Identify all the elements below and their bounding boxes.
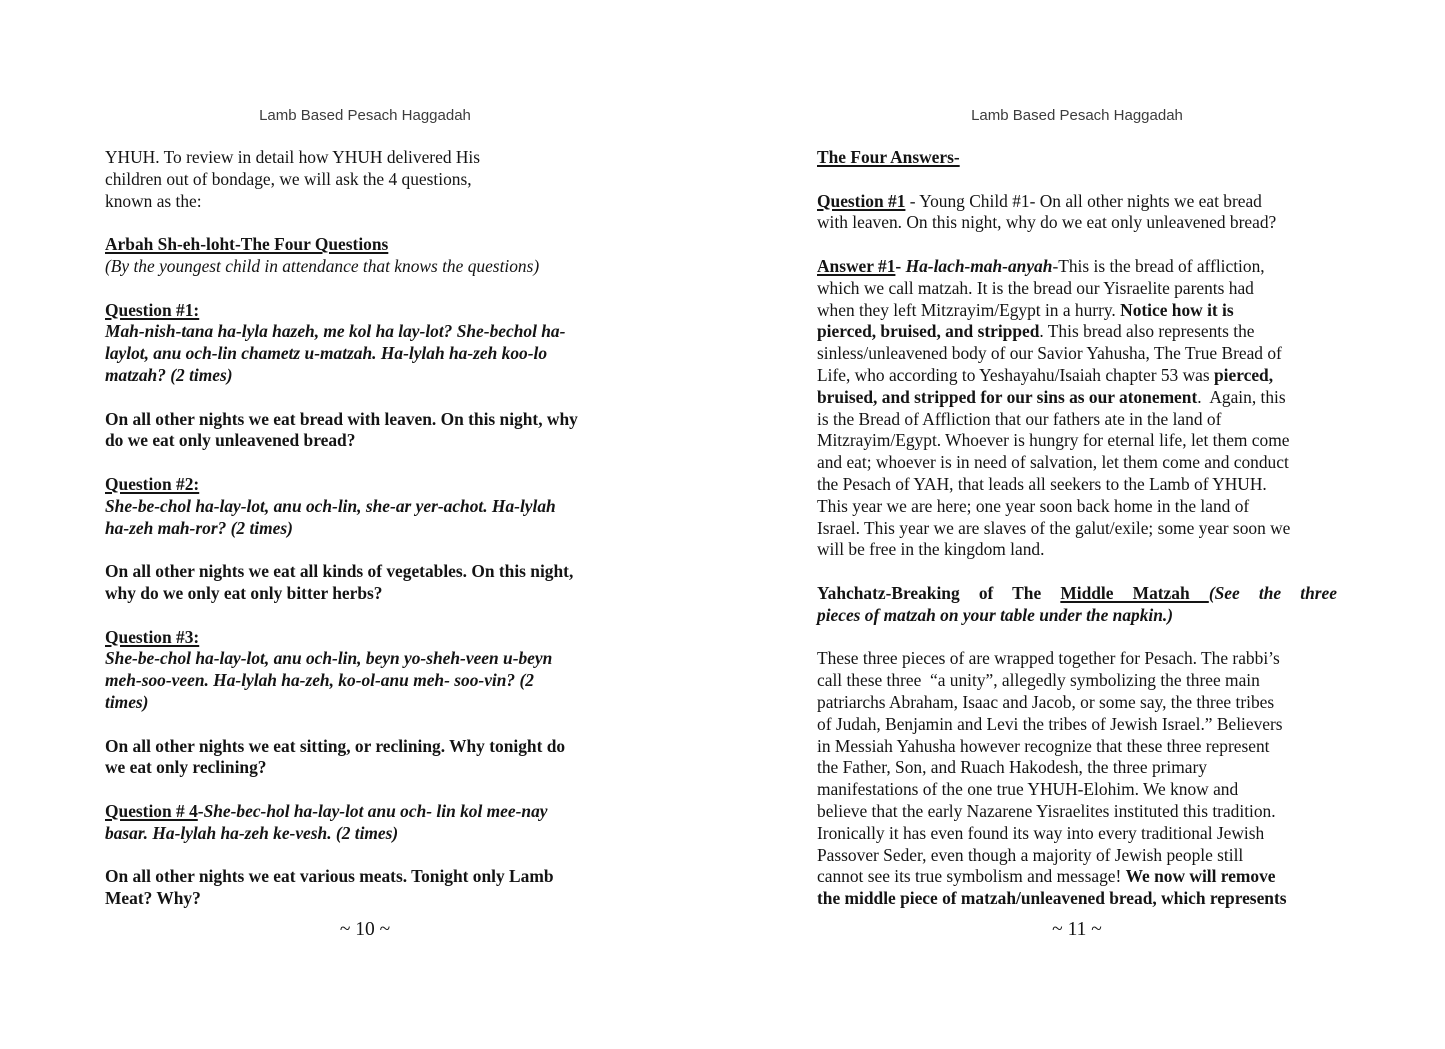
text-run: Middle Matzah bbox=[1060, 582, 1209, 603]
paragraph bbox=[817, 256, 1337, 561]
text-run: is the Bread of Affliction that our fathers ate in the land of bbox=[817, 408, 1222, 429]
text-run: Question # 4 bbox=[105, 800, 198, 821]
text-run: The Four Answers- bbox=[817, 147, 960, 167]
text-run: Arbah Sh-eh-loht-The Four Questions bbox=[105, 234, 389, 255]
paragraph bbox=[105, 234, 625, 278]
text-line bbox=[105, 801, 625, 823]
text-line bbox=[817, 670, 1337, 692]
text-run: times) bbox=[105, 691, 149, 712]
text-run: matzah? (2 times) bbox=[105, 364, 233, 385]
page-11 bbox=[817, 106, 1337, 941]
text-line bbox=[817, 496, 1337, 518]
text-run: Ironically it has even found its way into every traditional Jewish bbox=[817, 822, 1265, 843]
text-line bbox=[105, 518, 625, 540]
text-line bbox=[105, 300, 625, 322]
text-run: and eat; whoever is in need of salvation, let them come and conduct bbox=[817, 452, 1289, 473]
text-line bbox=[817, 714, 1337, 736]
text-run: laylot, anu och-lin chametz u-matzah. Ha-lylah ha-zeh koo-lo bbox=[105, 343, 548, 364]
paragraph bbox=[105, 409, 625, 453]
text-run: patriarchs Abraham, Isaac and Jacob, or some say, the three tribes bbox=[817, 691, 1275, 712]
paragraph bbox=[105, 627, 625, 714]
text-run: Yahchatz-Breaking of The bbox=[817, 582, 1061, 603]
text-run: . This bread also represents the bbox=[1039, 321, 1255, 342]
text-line bbox=[817, 605, 1337, 627]
text-line bbox=[817, 801, 1337, 823]
text-line bbox=[817, 409, 1337, 431]
page-body bbox=[105, 147, 625, 910]
text-run: On all other nights we eat various meats. Tonight only Lamb bbox=[105, 866, 554, 887]
paragraph bbox=[817, 147, 1337, 169]
text-run: This year we are here; one year soon back home in the land of bbox=[817, 495, 1250, 516]
text-run: Israel. This year we are slaves of the galut/exile; some year soon we bbox=[817, 517, 1291, 538]
text-line bbox=[105, 736, 625, 758]
text-line bbox=[105, 561, 625, 583]
paragraph bbox=[817, 648, 1337, 910]
text-run: cannot see its true symbolism and message! bbox=[817, 866, 1126, 887]
text-line bbox=[817, 648, 1337, 670]
text-run: - bbox=[895, 255, 906, 276]
text-line bbox=[105, 648, 625, 670]
text-line bbox=[817, 757, 1337, 779]
text-run: We now will remove bbox=[1125, 866, 1276, 887]
text-run: the Pesach of YAH, that leads all seekers to the Lamb of YHUH. bbox=[817, 473, 1267, 494]
text-line bbox=[817, 474, 1337, 496]
text-run: She-bec-hol ha-lay-lot anu och- lin kol mee-nay bbox=[203, 800, 548, 821]
text-run: pierced, bruised, and stripped bbox=[817, 321, 1040, 342]
text-run: (See the three bbox=[1208, 582, 1337, 603]
text-run: meh-soo-veen. Ha-lylah ha-zeh, ko-ol-anu meh- soo-vin? (2 bbox=[105, 670, 534, 691]
page-number: ~ 10 ~ bbox=[339, 918, 391, 940]
text-line bbox=[817, 387, 1337, 409]
text-run: will be free in the kingdom land. bbox=[817, 539, 1045, 560]
text-run: Question #1 bbox=[817, 190, 906, 211]
text-run: -This is the bread of affliction, bbox=[1052, 255, 1265, 276]
running-header: Lamb Based Pesach Haggadah bbox=[259, 107, 471, 124]
text-run: YHUH. To review in detail how YHUH delivered His bbox=[105, 147, 481, 167]
text-line bbox=[105, 147, 625, 169]
text-run: when they left Mitzrayim/Egypt in a hurry. bbox=[817, 299, 1121, 320]
text-run: Question #2: bbox=[105, 473, 200, 494]
text-line bbox=[105, 409, 625, 431]
text-line bbox=[817, 212, 1337, 234]
text-line bbox=[105, 474, 625, 496]
text-run: Mitzrayim/Egypt. Whoever is hungry for eternal life, let them come bbox=[817, 430, 1290, 451]
text-line bbox=[105, 670, 625, 692]
text-line bbox=[817, 452, 1337, 474]
paragraph bbox=[105, 300, 625, 387]
text-run: children out of bondage, we will ask the 4 questions, bbox=[105, 168, 472, 189]
text-line bbox=[105, 343, 625, 365]
text-line bbox=[817, 583, 1337, 605]
text-run: - Young Child #1- On all other nights we eat bread bbox=[905, 190, 1262, 211]
text-line bbox=[817, 300, 1337, 322]
text-run: These three pieces of are wrapped together for Pesach. The rabbi’s bbox=[817, 648, 1280, 669]
text-run: Notice how it is bbox=[1120, 299, 1234, 320]
text-run: Meat? Why? bbox=[105, 888, 201, 909]
text-run: of Judah, Benjamin and Levi the tribes of Jewish Israel.” Believers bbox=[817, 713, 1283, 734]
text-run: - bbox=[197, 800, 204, 821]
text-run: Question #1: bbox=[105, 299, 200, 320]
text-line bbox=[105, 627, 625, 649]
paragraph bbox=[105, 561, 625, 605]
text-line bbox=[105, 321, 625, 343]
text-line bbox=[817, 191, 1337, 213]
text-run: the middle piece of matzah/unleavened bread, which represents bbox=[817, 888, 1287, 909]
text-line bbox=[105, 823, 625, 845]
text-line bbox=[817, 518, 1337, 540]
text-run: On all other nights we eat all kinds of vegetables. On this night, bbox=[105, 561, 574, 582]
text-line bbox=[817, 321, 1337, 343]
text-run: which we call matzah. It is the bread our Yisraelite parents had bbox=[817, 277, 1254, 298]
text-run: do we eat only unleavened bread? bbox=[105, 430, 356, 451]
text-line bbox=[817, 866, 1337, 888]
text-run: . Again, this bbox=[1197, 386, 1286, 407]
text-run: bruised, and stripped for our sins as our atonement bbox=[817, 386, 1198, 407]
text-run: the Father, Son, and Ruach Hakodesh, the three primary bbox=[817, 757, 1207, 778]
text-run: call these three “a unity”, allegedly symbolizing the three main bbox=[817, 670, 1260, 691]
text-line bbox=[105, 169, 625, 191]
text-line bbox=[817, 845, 1337, 867]
text-run: Mah-nish-tana ha-lyla hazeh, me kol ha lay-lot? She-bechol ha- bbox=[105, 321, 566, 342]
text-line bbox=[105, 365, 625, 387]
text-run: Passover Seder, even though a majority of Jewish people still bbox=[817, 844, 1244, 865]
text-run: with leaven. On this night, why do we eat only unleavened bread? bbox=[817, 212, 1277, 233]
text-line bbox=[105, 692, 625, 714]
text-line bbox=[105, 430, 625, 452]
text-run: sinless/unleavened body of our Savior Yahusha, The True Bread of bbox=[817, 343, 1282, 364]
text-run: pierced, bbox=[1213, 364, 1274, 385]
paragraph bbox=[817, 583, 1337, 627]
text-run: ha-zeh mah-ror? (2 times) bbox=[105, 517, 293, 538]
text-run: basar. Ha-lylah ha-zeh ke-vesh. (2 times) bbox=[105, 822, 399, 843]
running-header: Lamb Based Pesach Haggadah bbox=[971, 107, 1183, 124]
text-line bbox=[105, 234, 625, 256]
text-run: (By the youngest child in attendance that knows the questions) bbox=[105, 255, 540, 276]
text-line bbox=[105, 757, 625, 779]
text-line bbox=[105, 866, 625, 888]
text-run: in Messiah Yahusha however recognize that these three represent bbox=[817, 735, 1270, 756]
page-number: ~ 11 ~ bbox=[1052, 918, 1102, 940]
text-run: believe that the early Nazarene Yisraelites instituted this tradition. bbox=[817, 800, 1276, 821]
text-line bbox=[817, 692, 1337, 714]
text-run: Answer #1 bbox=[817, 255, 896, 276]
text-line bbox=[105, 256, 625, 278]
text-line bbox=[817, 343, 1337, 365]
paragraph bbox=[105, 801, 625, 845]
text-line bbox=[817, 147, 1337, 169]
text-line bbox=[817, 539, 1337, 561]
paragraph bbox=[105, 147, 625, 212]
page-body bbox=[817, 147, 1337, 910]
text-line bbox=[817, 430, 1337, 452]
text-run: manifestations of the one true YHUH-Elohim. We know and bbox=[817, 779, 1239, 800]
text-run: Question #3: bbox=[105, 626, 200, 647]
text-run: On all other nights we eat sitting, or reclining. Why tonight do bbox=[105, 735, 566, 756]
text-line bbox=[817, 779, 1337, 801]
page-10 bbox=[105, 106, 625, 941]
text-run: She-be-chol ha-lay-lot, anu och-lin, beyn yo-sheh-veen u-beyn bbox=[105, 648, 553, 669]
paragraph bbox=[105, 474, 625, 539]
text-run: why do we only eat only bitter herbs? bbox=[105, 582, 383, 603]
text-run: pieces of matzah on your table under the napkin.) bbox=[817, 604, 1174, 625]
text-run: She-be-chol ha-lay-lot, anu och-lin, she-ar yer-achot. Ha-lylah bbox=[105, 495, 556, 516]
text-line bbox=[105, 888, 625, 910]
paragraph bbox=[817, 191, 1337, 235]
text-line bbox=[817, 256, 1337, 278]
text-line bbox=[817, 823, 1337, 845]
text-line bbox=[105, 496, 625, 518]
text-run: Life, who according to Yeshayahu/Isaiah chapter 53 was bbox=[817, 364, 1214, 385]
paragraph bbox=[105, 736, 625, 780]
text-line bbox=[105, 583, 625, 605]
text-line bbox=[817, 888, 1337, 910]
paragraph bbox=[105, 866, 625, 910]
text-run: On all other nights we eat bread with leaven. On this night, why bbox=[105, 408, 578, 429]
text-line bbox=[105, 191, 625, 213]
text-run: Ha-lach-mah-anyah bbox=[905, 255, 1053, 276]
text-line bbox=[817, 736, 1337, 758]
text-line bbox=[817, 278, 1337, 300]
text-run: we eat only reclining? bbox=[105, 757, 267, 778]
text-run: known as the: bbox=[105, 190, 202, 211]
text-line bbox=[817, 365, 1337, 387]
